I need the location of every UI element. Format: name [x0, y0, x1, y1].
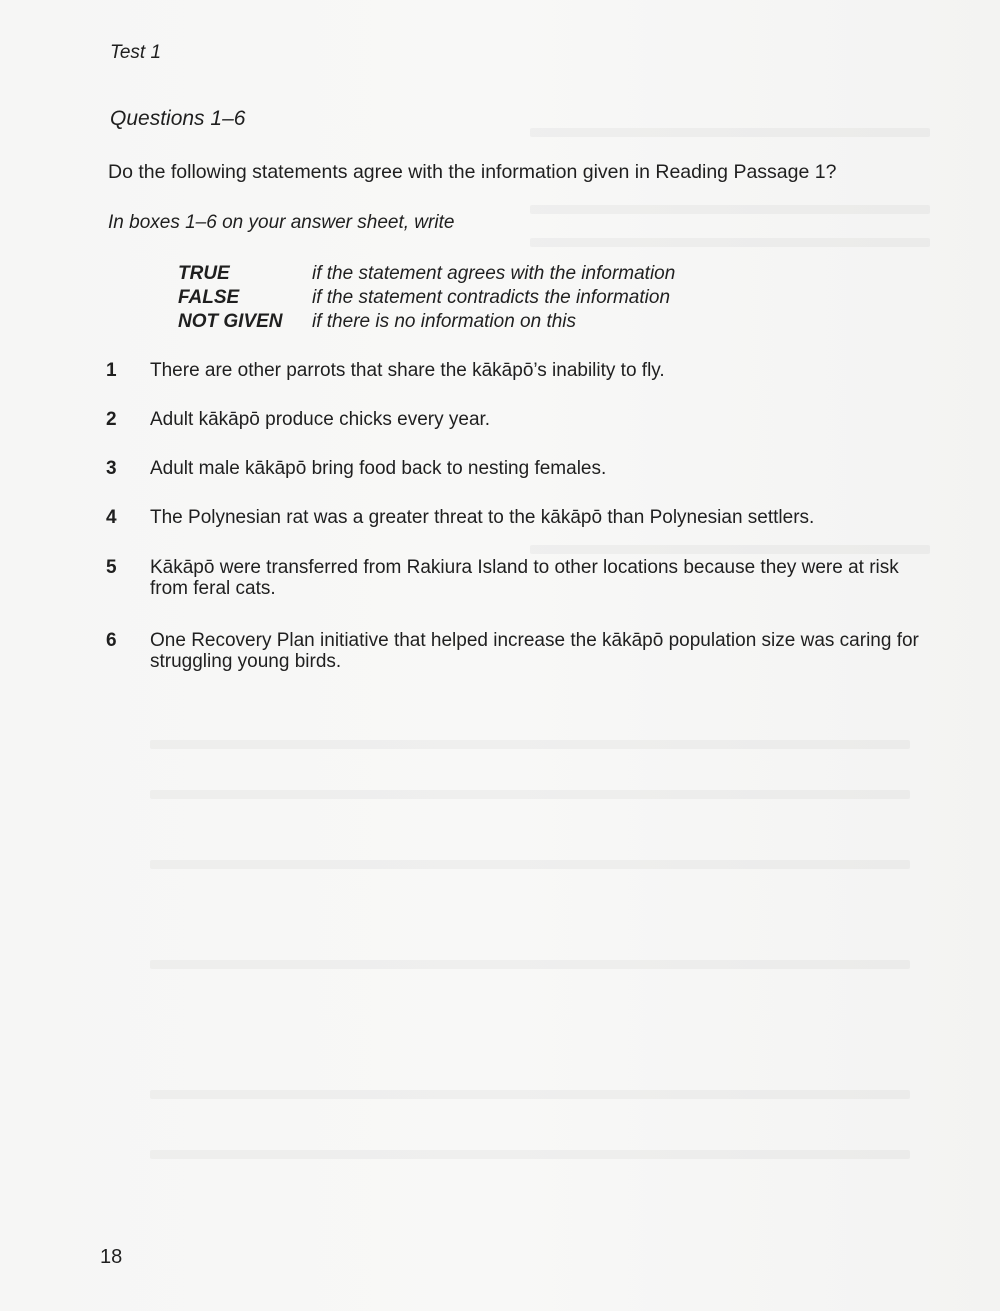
question-number: 6	[106, 630, 117, 651]
show-through-line	[150, 860, 910, 869]
question-number: 2	[106, 409, 117, 430]
question-item	[106, 630, 936, 672]
section-title: Questions 1–6	[110, 107, 246, 130]
question-number: 3	[106, 458, 117, 479]
instruction-text: Do the following statements agree with the information given in Reading Passage 1?	[108, 161, 837, 183]
question-number: 5	[106, 557, 117, 578]
page-number: 18	[100, 1246, 123, 1268]
show-through-line	[530, 238, 930, 247]
question-item	[106, 458, 936, 479]
legend-row-not-given	[178, 310, 675, 334]
legend-term: TRUE	[178, 263, 230, 284]
legend-definition: if the statement agrees with the information	[312, 263, 676, 284]
show-through-line	[150, 790, 910, 799]
show-through-line	[150, 960, 910, 969]
question-text: Adult male kākāpō bring food back to nesting females.	[150, 458, 607, 479]
show-through-line	[150, 740, 910, 749]
legend-row-false	[178, 286, 675, 310]
question-text: The Polynesian rat was a greater threat to the kākāpō than Polynesian settlers.	[150, 507, 815, 528]
question-number: 1	[106, 360, 117, 381]
legend-term: NOT GIVEN	[178, 311, 283, 332]
answer-instruction: In boxes 1–6 on your answer sheet, write	[108, 212, 455, 233]
legend-definition: if the statement contradicts the information	[312, 287, 671, 308]
show-through-line	[530, 205, 930, 214]
question-item	[106, 557, 936, 599]
question-item	[106, 409, 936, 430]
legend-term: FALSE	[178, 287, 240, 308]
question-text: Kākāpō were transferred from Rakiura Island to other locations because they were at risk from feral cats.	[150, 557, 899, 599]
answer-legend	[178, 262, 675, 334]
test-label: Test 1	[110, 42, 162, 63]
show-through-line	[150, 1150, 910, 1159]
question-text: One Recovery Plan initiative that helped increase the kākāpō population size was caring for struggling young birds.	[150, 630, 919, 672]
show-through-line	[530, 545, 930, 554]
question-item	[106, 507, 936, 528]
question-text: Adult kākāpō produce chicks every year.	[150, 409, 491, 430]
question-number: 4	[106, 507, 117, 528]
show-through-line	[150, 1090, 910, 1099]
legend-row-true	[178, 262, 675, 286]
show-through-line	[530, 128, 930, 137]
question-item	[106, 360, 936, 381]
question-text: There are other parrots that share the kākāpō’s inability to fly.	[150, 360, 665, 381]
legend-definition: if there is no information on this	[312, 311, 577, 332]
